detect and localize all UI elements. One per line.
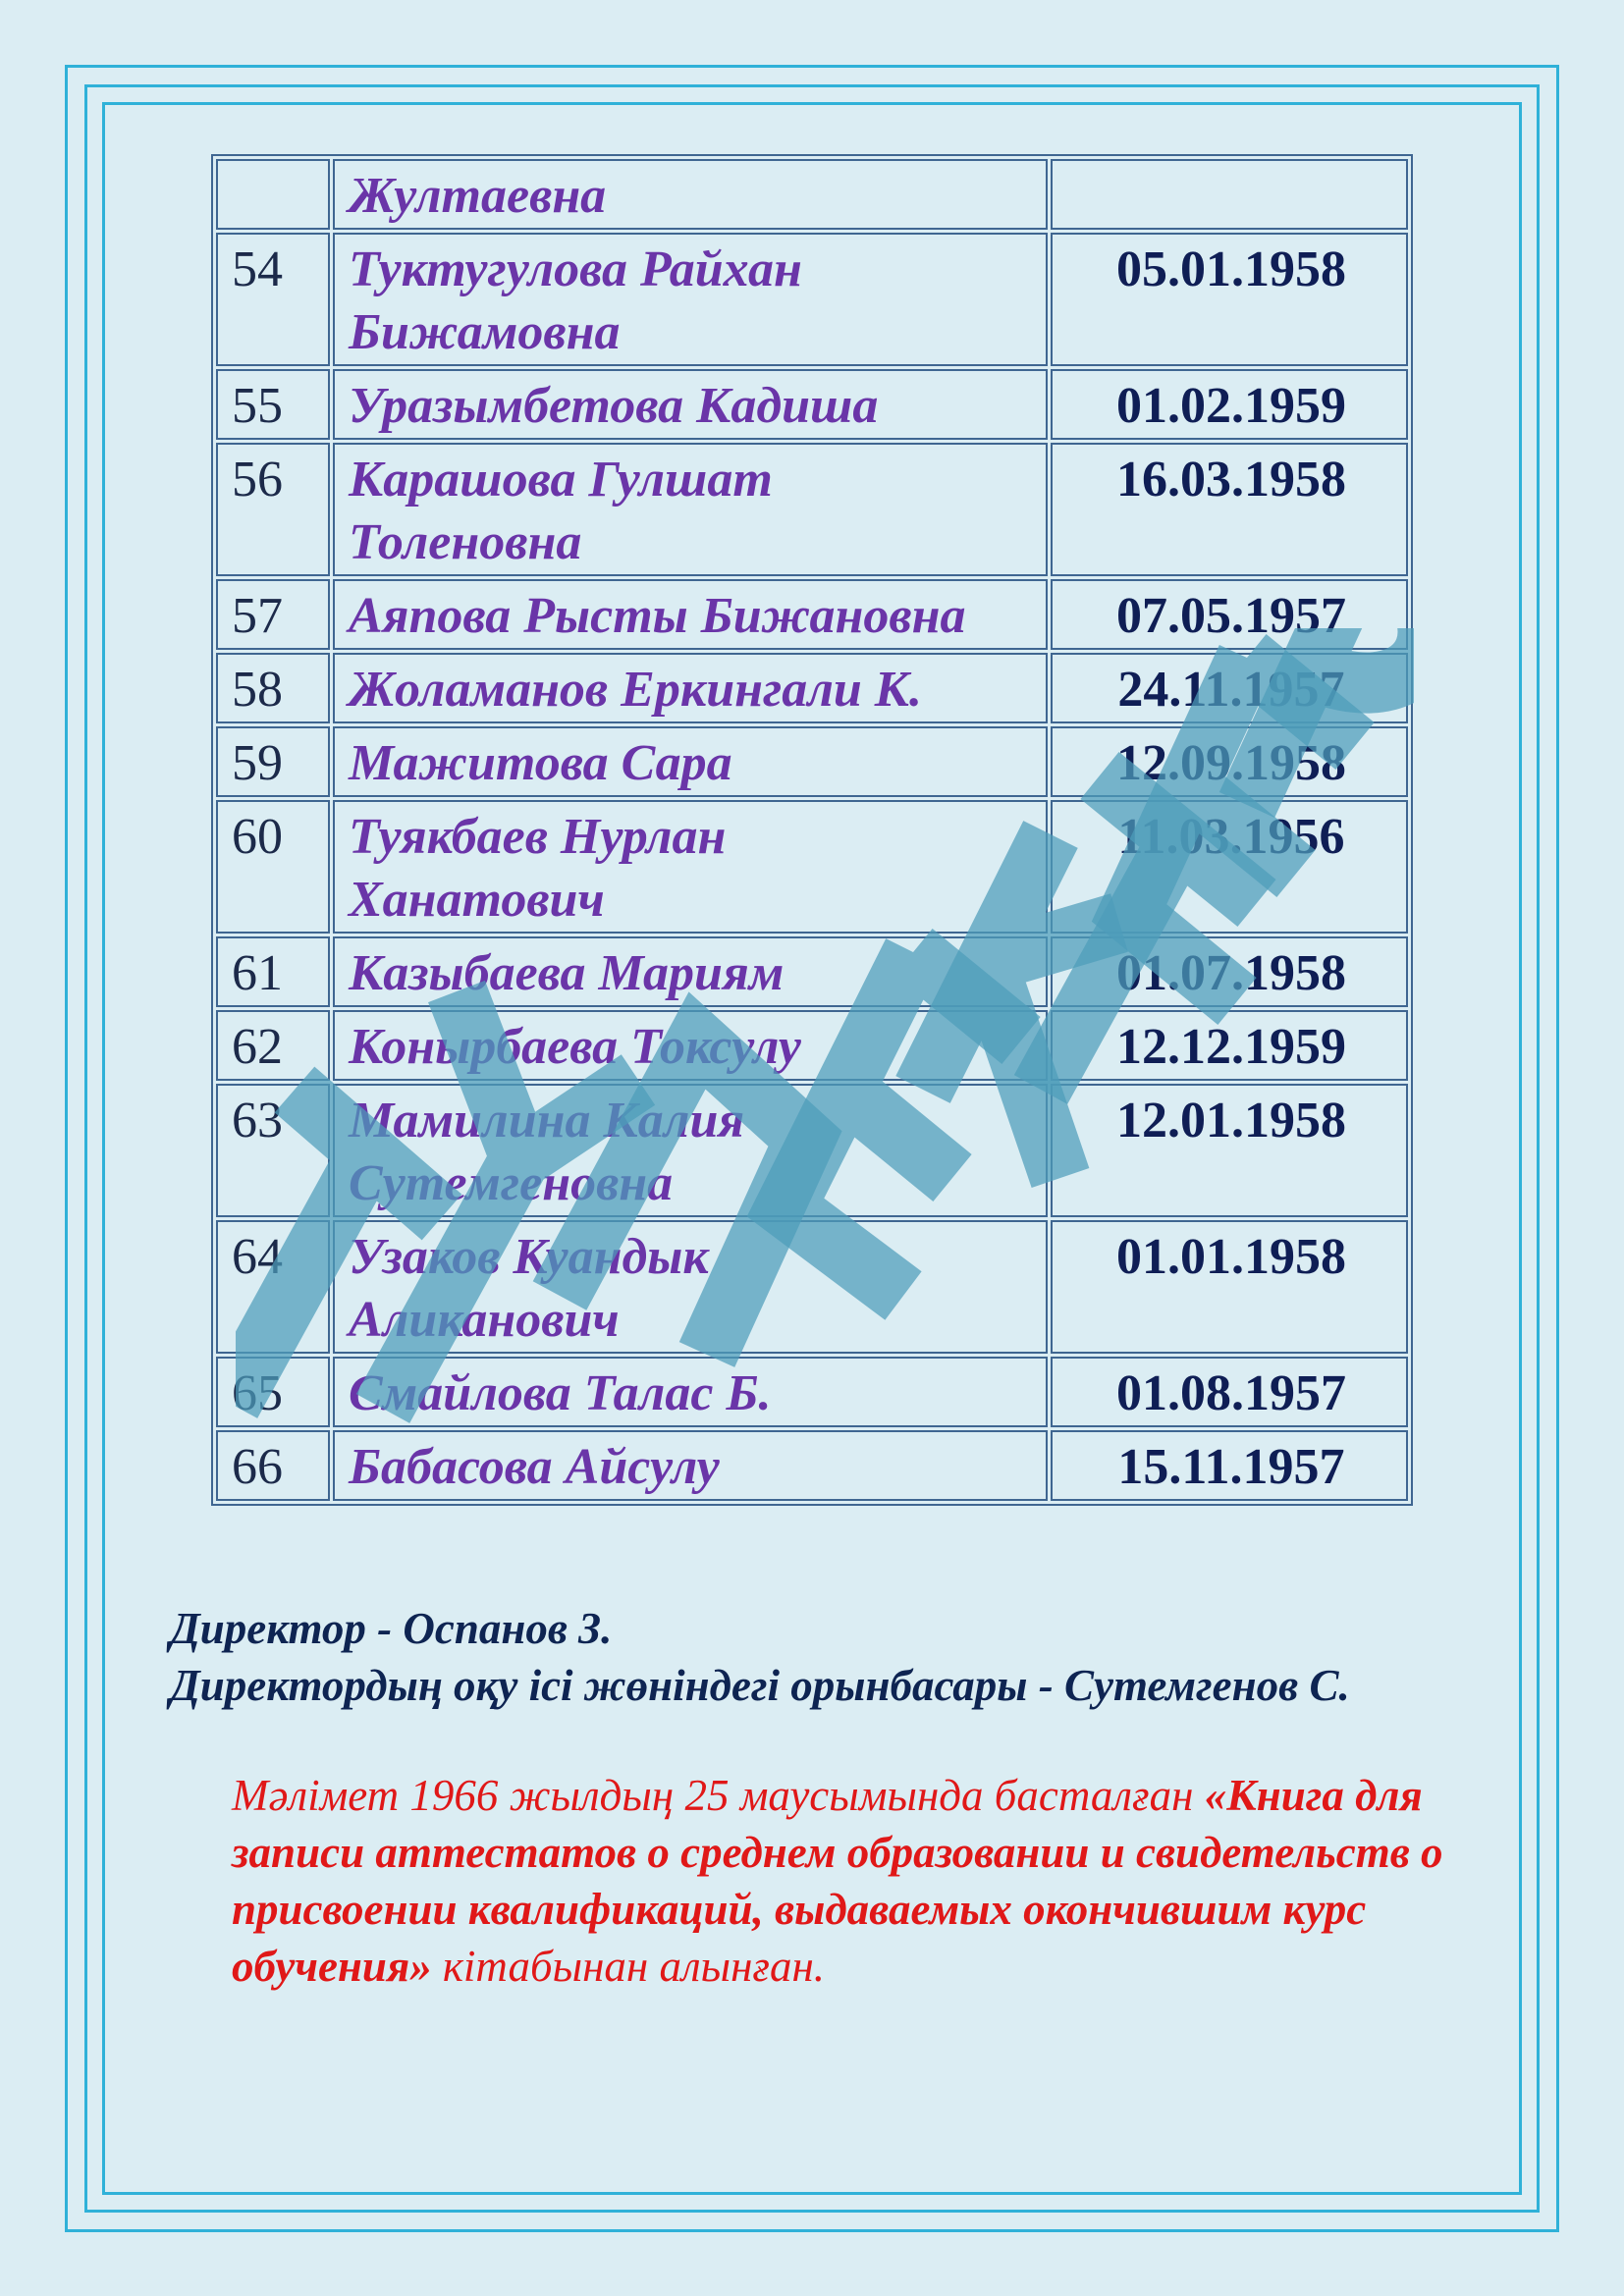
- table-row: [216, 1357, 1408, 1427]
- director-signature: Директор - Оспанов З.: [170, 1604, 613, 1653]
- full-name-line: Аяпова Рысты Бижановна: [349, 588, 966, 644]
- full-name-line: Уразымбетова Кадиша: [349, 378, 879, 434]
- row-number: 56: [216, 443, 330, 576]
- full-name-cell: [333, 800, 1048, 934]
- graduates-table-body: [216, 159, 1408, 1501]
- full-name-cell: [333, 1084, 1048, 1217]
- row-number: 62: [216, 1010, 330, 1081]
- table-row: [216, 726, 1408, 797]
- table-row: [216, 1010, 1408, 1081]
- full-name-line: Жоламанов Еркингали К.: [349, 662, 923, 718]
- birth-date: 16.03.1958: [1051, 443, 1408, 576]
- birth-date: 11.03.1956: [1051, 800, 1408, 934]
- full-name-cell: [333, 369, 1048, 440]
- row-number: 65: [216, 1357, 330, 1427]
- full-name-line: Туякбаев Нурлан: [349, 809, 727, 865]
- row-number: 55: [216, 369, 330, 440]
- table-row: [216, 936, 1408, 1007]
- source-note: [232, 1767, 1489, 1995]
- full-name-cell: [333, 936, 1048, 1007]
- table-row: [216, 233, 1408, 366]
- signatures: [170, 1600, 1544, 1714]
- note-outro: кітабынан алынған.: [431, 1942, 826, 1991]
- full-name-line: Мамилина Калия: [349, 1093, 745, 1148]
- row-number: 57: [216, 579, 330, 650]
- birth-date: 01.02.1959: [1051, 369, 1408, 440]
- full-name-line: Конырбаева Токсулу: [349, 1019, 801, 1075]
- full-name-cell: [333, 233, 1048, 366]
- row-number: [216, 159, 330, 230]
- birth-date: 01.01.1958: [1051, 1220, 1408, 1354]
- full-name-cell: [333, 1430, 1048, 1501]
- full-name-line: Мажитова Сара: [349, 735, 732, 791]
- row-number: 64: [216, 1220, 330, 1354]
- full-name-line: Жултаевна: [349, 168, 607, 224]
- table-row: [216, 159, 1408, 230]
- table-row: [216, 369, 1408, 440]
- full-name-line: Бижамовна: [349, 304, 621, 360]
- birth-date: 01.07.1958: [1051, 936, 1408, 1007]
- birth-date: 01.08.1957: [1051, 1357, 1408, 1427]
- full-name-cell: [333, 443, 1048, 576]
- full-name-cell: [333, 653, 1048, 723]
- full-name-cell: [333, 579, 1048, 650]
- birth-date: [1051, 159, 1408, 230]
- table-row: [216, 1430, 1408, 1501]
- full-name-cell: [333, 1010, 1048, 1081]
- birth-date: 24.11.1957: [1051, 653, 1408, 723]
- full-name-line: Толеновна: [349, 514, 582, 570]
- full-name-cell: [333, 726, 1048, 797]
- full-name-line: Сутемгеновна: [349, 1155, 674, 1211]
- note-intro: Мәлімет 1966 жылдың 25 маусымында басталған: [232, 1771, 1205, 1820]
- row-number: 61: [216, 936, 330, 1007]
- note-book-title: «Книга для записи аттестатов о среднем образовании и свидетельств о присвоении квалификаций, выдаваемых окончившим курс обучения»: [232, 1771, 1443, 1991]
- birth-date: 12.09.1958: [1051, 726, 1408, 797]
- row-number: 58: [216, 653, 330, 723]
- row-number: 59: [216, 726, 330, 797]
- full-name-cell: [333, 1220, 1048, 1354]
- table-row: [216, 579, 1408, 650]
- full-name-line: Туктугулова Райхан: [349, 241, 802, 297]
- birth-date: 05.01.1958: [1051, 233, 1408, 366]
- row-number: 63: [216, 1084, 330, 1217]
- birth-date: 12.12.1959: [1051, 1010, 1408, 1081]
- full-name-line: Ханатович: [349, 872, 605, 928]
- full-name-line: Карашова Гулшат: [349, 452, 773, 507]
- full-name-line: Аликанович: [349, 1292, 620, 1348]
- table-row: [216, 1084, 1408, 1217]
- table-row: [216, 1220, 1408, 1354]
- full-name-line: Узаков Куандык: [349, 1229, 709, 1285]
- row-number: 60: [216, 800, 330, 934]
- birth-date: 07.05.1957: [1051, 579, 1408, 650]
- graduates-table: [211, 154, 1413, 1506]
- full-name-line: Казыбаева Мариям: [349, 945, 785, 1001]
- deputy-signature: Директордың оқу ісі жөніндегі орынбасары - Сутемгенов С.: [170, 1661, 1350, 1710]
- table-row: [216, 800, 1408, 934]
- full-name-cell: [333, 1357, 1048, 1427]
- full-name-line: Смайлова Талас Б.: [349, 1365, 772, 1421]
- birth-date: 12.01.1958: [1051, 1084, 1408, 1217]
- table-row: [216, 443, 1408, 576]
- row-number: 66: [216, 1430, 330, 1501]
- table-row: [216, 653, 1408, 723]
- birth-date: 15.11.1957: [1051, 1430, 1408, 1501]
- full-name-line: Бабасова Айсулу: [349, 1439, 720, 1495]
- row-number: 54: [216, 233, 330, 366]
- full-name-cell: [333, 159, 1048, 230]
